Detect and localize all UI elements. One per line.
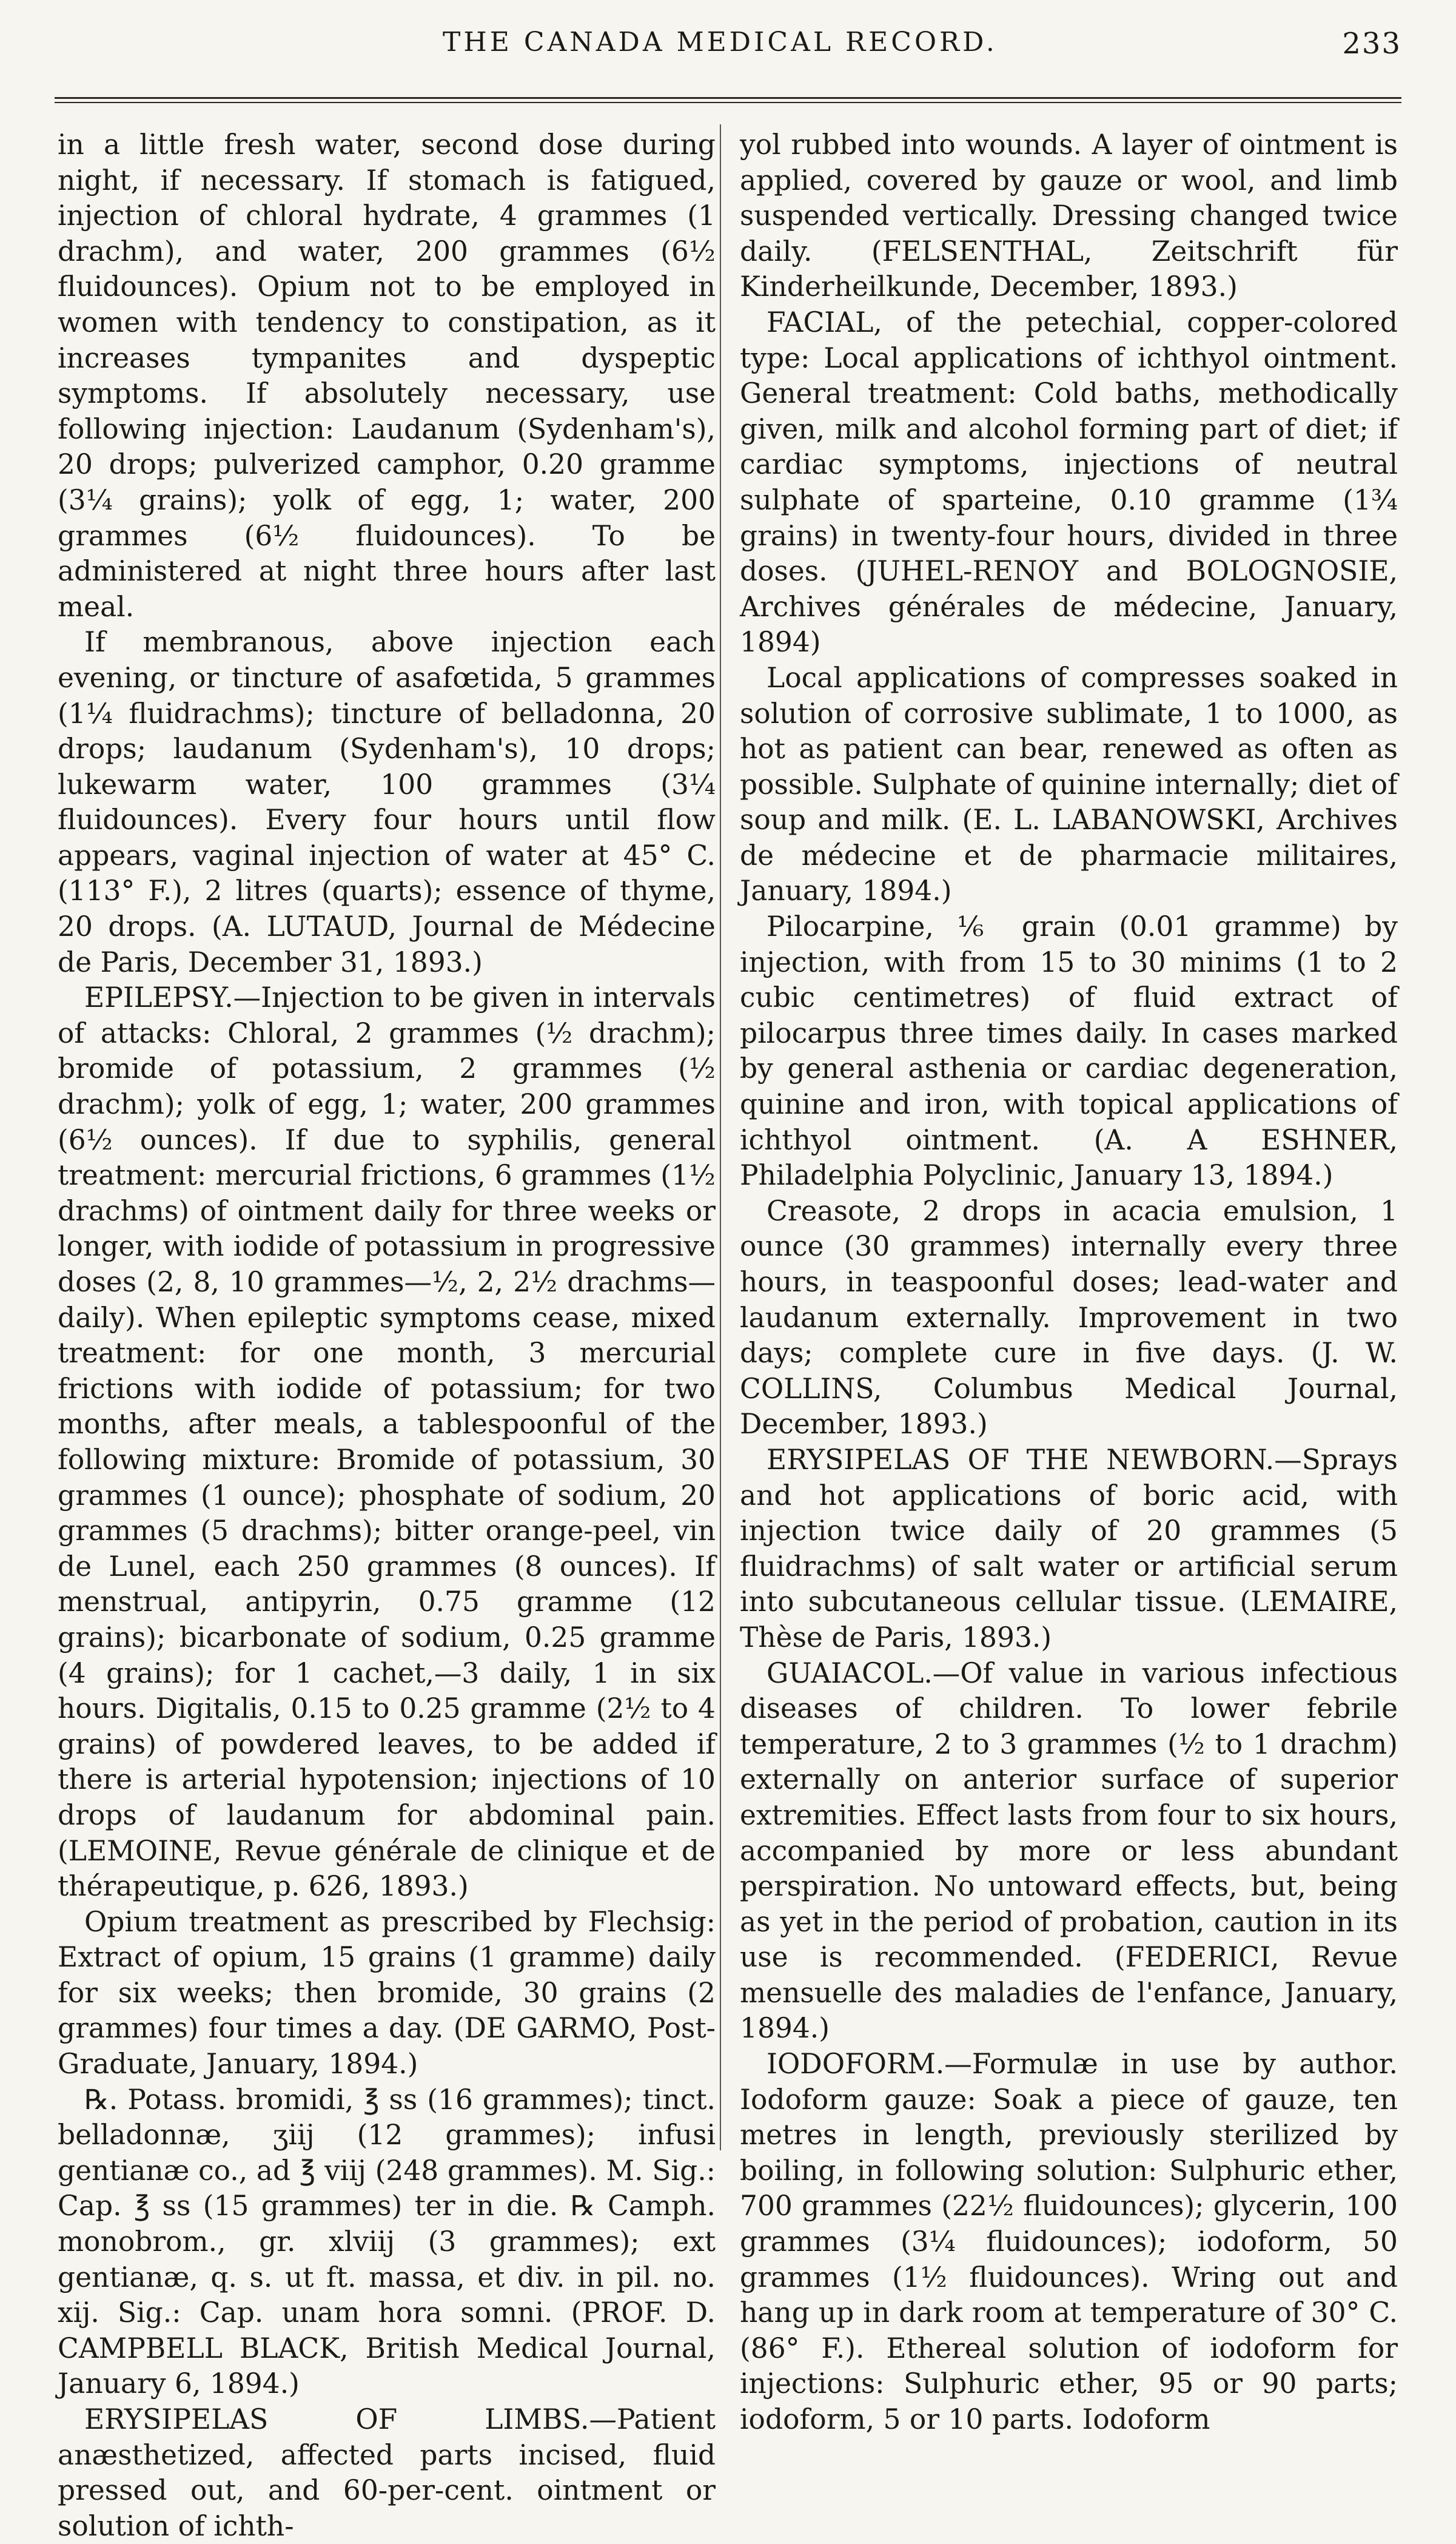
- right-column: [740, 127, 1398, 2438]
- paragraph: in a little fresh water, second dose during night, if necessary. If stomach is fatigued, injection of chloral hydrate, 4 grammes (1 drachm), and water, 200 grammes (6½ fluidounces). Opium not to be employed in women with tendency to constipation, as it increases tympanites and dyspeptic symptoms. If absolutely necessary, use following injection: Laudanum (Sydenham's), 20 drops; pulverized camphor, 0.20 gramme (3¼ grains); yolk of egg, 1; water, 200 grammes (6½ fluidounces). To be administered at night three hours after last meal.: [58, 129, 716, 623]
- page-number: 233: [1342, 27, 1401, 61]
- left-column: [58, 127, 716, 2544]
- paragraph: ℞. Potass. bromidi, ℥ ss (16 grammes); tinct. belladonnæ, ʒiij (12 grammes); infusi gentianæ co., ad ℥ viij (248 grammes). M. Sig.: Cap. ℥ ss (15 grammes) ter in die. ℞ Camph. monobrom., gr. xlviij (3 grammes); ext gentianæ, q. s. ut ft. massa, et div. in pil. no. xij. Sig.: Cap. unam hora somni. (PROF. D. CAMPBELL BLACK, British Medical Journal, January 6, 1894.): [58, 2083, 716, 2400]
- paragraph: FACIAL, of the petechial, copper-colored type: Local applications of ichthyol ointment. General treatment: Cold baths, methodically given, milk and alcohol forming part of diet; if cardiac symptoms, injections of neutral sulphate of sparteine, 0.10 gramme (1¾ grains) in twenty-four hours, divided in three doses. (JUHEL-RENOY and BOLOGNOSIE, Archives générales de médecine, January, 1894): [740, 306, 1398, 659]
- paragraph: yol rubbed into wounds. A layer of ointment is applied, covered by gauze or wool, and limb suspended vertically. Dressing changed twice daily. (FELSENTHAL, Zeitschrift für Kinderheilkunde, December, 1893.): [740, 129, 1398, 303]
- page-header: [0, 27, 1456, 99]
- paragraph: IODOFORM.—Formulæ in use by author. Iodoform gauze: Soak a piece of gauze, ten metres in length, previously sterilized by boiling, in following solution: Sulphuric ether, 700 grammes (22½ fluidounces); glycerin, 100 grammes (3¼ fluidounces); iodoform, 50 grammes (1½ fluidounces). Wring out and hang up in dark room at temperature of 30° C. (86° F.). Ethereal solution of iodoform for injections: Sulphuric ether, 95 or 90 parts; iodoform, 5 or 10 parts. Iodoform: [740, 2048, 1398, 2435]
- paragraph: Creasote, 2 drops in acacia emulsion, 1 ounce (30 grammes) internally every three hours, in teaspoonful doses; lead-water and laudanum externally. Improvement in two days; complete cure in five days. (J. W. COLLINS, Columbus Medical Journal, December, 1893.): [740, 1194, 1398, 1441]
- paragraph: EPILEPSY.—Injection to be given in intervals of attacks: Chloral, 2 grammes (½ drachm); bromide of potassium, 2 grammes (½ drachm); yolk of egg, 1; water, 200 grammes (6½ ounces). If due to syphilis, general treatment: mercurial frictions, 6 grammes (1½ drachms) of ointment daily for three weeks or longer, with iodide of potassium in progressive doses (2, 8, 10 grammes—½, 2, 2½ drachms—daily). When epileptic symptoms cease, mixed treatment: for one month, 3 mercurial frictions with iodide of potassium; for two months, after meals, a tablespoonful of the following mixture: Bromide of potassium, 30 grammes (1 ounce); phosphate of sodium, 20 grammes (5 drachms); bitter orange-peel, vin de Lunel, each 250 grammes (8 ounces). If menstrual, antipyrin, 0.75 gramme (12 grains); bicarbonate of sodium, 0.25 gramme (4 grains); for 1 cachet,—3 daily, 1 in six hours. Digitalis, 0.15 to 0.25 gramme (2½ to 4 grains) of powdered leaves, to be added if there is arterial hypotension; injections of 10 drops of laudanum for abdominal pain. (LEMOINE, Revue générale de clinique et de thérapeutique, p. 626, 1893.): [58, 981, 716, 1903]
- header-rule-thin: [55, 102, 1401, 103]
- header-rule: [55, 97, 1401, 99]
- paragraph: Pilocarpine, ⅙ grain (0.01 gramme) by injection, with from 15 to 30 minims (1 to 2 cubic centimetres) of fluid extract of pilocarpus three times daily. In cases marked by general asthenia or cardiac degeneration, quinine and iron, with topical applications of ichthyol ointment. (A. A ESHNER, Philadelphia Polyclinic, January 13, 1894.): [740, 910, 1398, 1192]
- paragraph: Local applications of compresses soaked in solution of corrosive sublimate, 1 to 1000, as hot as patient can bear, renewed as often as possible. Sulphate of quinine internally; diet of soup and milk. (E. L. LABANOWSKI, Archives de médecine et de pharmacie militaires, January, 1894.): [740, 661, 1398, 907]
- column-divider: [720, 124, 721, 2150]
- running-title: THE CANADA MEDICAL RECORD.: [443, 27, 998, 58]
- paragraph: If membranous, above injection each evening, or tincture of asafœtida, 5 grammes (1¼ fluidrachms); tincture of belladonna, 20 drops; laudanum (Sydenham's), 10 drops; lukewarm water, 100 grammes (3¼ fluidounces). Every four hours until flow appears, vaginal injection of water at 45° C. (113° F.), 2 litres (quarts); essence of thyme, 20 drops. (A. LUTAUD, Journal de Médecine de Paris, December 31, 1893.): [58, 626, 716, 978]
- paragraph: ERYSIPELAS OF THE NEWBORN.—Sprays and hot applications of boric acid, with injection twice daily of 20 grammes (5 fluidrachms) of salt water or artificial serum into subcutaneous cellular tissue. (LEMAIRE, Thèse de Paris, 1893.): [740, 1443, 1398, 1654]
- paragraph: ERYSIPELAS OF LIMBS.—Patient anæsthetized, affected parts incised, fluid pressed out, and 60-per-cent. ointment or solution of ichth-: [58, 2403, 716, 2542]
- paragraph: Opium treatment as prescribed by Flechsig: Extract of opium, 15 grains (1 gramme) daily for six weeks; then bromide, 30 grains (2 grammes) four times a day. (DE GARMO, Post-Graduate, January, 1894.): [58, 1905, 716, 2081]
- paragraph: GUAIACOL.—Of value in various infectious diseases of children. To lower febrile temperature, 2 to 3 grammes (½ to 1 drachm) externally on anterior surface of superior extremities. Effect lasts from four to six hours, accompanied by more or less abundant perspiration. No untoward effects, but, being as yet in the period of probation, caution in its use is recommended. (FEDERICI, Revue mensuelle des maladies de l'enfance, January, 1894.): [740, 1657, 1398, 2045]
